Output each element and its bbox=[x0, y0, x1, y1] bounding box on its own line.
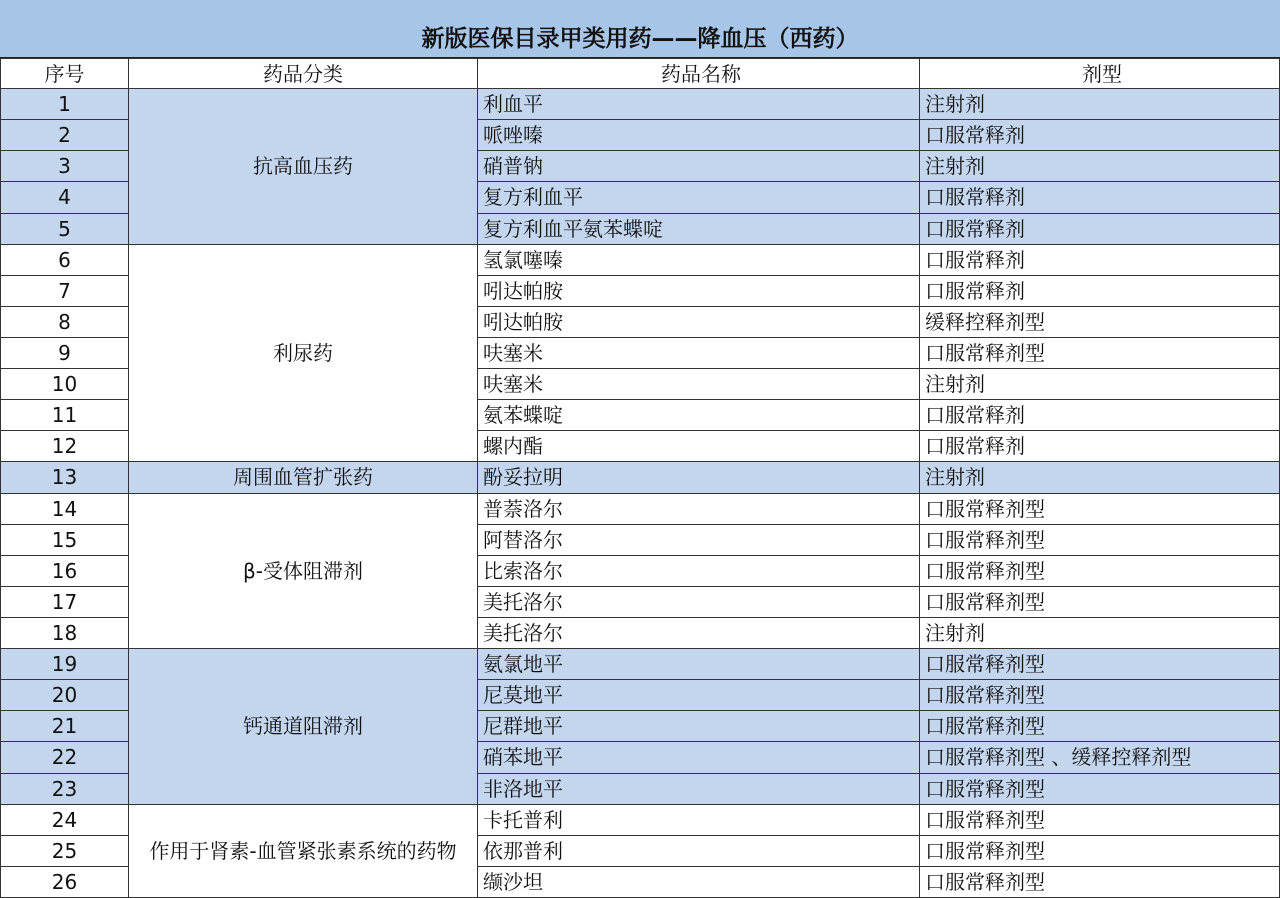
cell-drug-name: 复方利血平 bbox=[478, 182, 920, 213]
cell-dosage-form: 注射剂 bbox=[920, 617, 1280, 648]
cell-no: 3 bbox=[1, 151, 129, 182]
cell-drug-name: 复方利血平氨苯蝶啶 bbox=[478, 213, 920, 244]
cell-no: 11 bbox=[1, 400, 129, 431]
table-row bbox=[1, 244, 1280, 275]
cell-no: 22 bbox=[1, 742, 129, 773]
cell-drug-name: 呋塞米 bbox=[478, 369, 920, 400]
cell-no: 26 bbox=[1, 866, 129, 897]
cell-drug-name: 利血平 bbox=[478, 89, 920, 120]
cell-drug-name: 非洛地平 bbox=[478, 773, 920, 804]
table-title: 新版医保目录甲类用药——降血压（西药） bbox=[421, 26, 859, 52]
cell-drug-name: 氢氯噻嗪 bbox=[478, 244, 920, 275]
cell-no: 15 bbox=[1, 524, 129, 555]
cell-dosage-form: 口服常释剂型 bbox=[920, 586, 1280, 617]
cell-no: 21 bbox=[1, 711, 129, 742]
cell-drug-name: 硝普钠 bbox=[478, 151, 920, 182]
cell-no: 6 bbox=[1, 244, 129, 275]
cell-drug-name: 吲达帕胺 bbox=[478, 306, 920, 337]
cell-no: 4 bbox=[1, 182, 129, 213]
cell-drug-name: 缬沙坦 bbox=[478, 866, 920, 897]
cell-no: 2 bbox=[1, 120, 129, 151]
cell-dosage-form: 口服常释剂 bbox=[920, 244, 1280, 275]
cell-drug-name: 卡托普利 bbox=[478, 804, 920, 835]
cell-drug-name: 比索洛尔 bbox=[478, 555, 920, 586]
cell-drug-name: 美托洛尔 bbox=[478, 586, 920, 617]
cell-drug-name: 酚妥拉明 bbox=[478, 462, 920, 493]
cell-no: 23 bbox=[1, 773, 129, 804]
cell-no: 10 bbox=[1, 369, 129, 400]
cell-no: 9 bbox=[1, 337, 129, 368]
cell-drug-name: 尼莫地平 bbox=[478, 680, 920, 711]
cell-drug-name: 阿替洛尔 bbox=[478, 524, 920, 555]
cell-no: 19 bbox=[1, 649, 129, 680]
cell-category-antihypertensive: 抗高血压药 bbox=[129, 89, 478, 245]
cell-dosage-form: 口服常释剂 bbox=[920, 275, 1280, 306]
cell-no: 1 bbox=[1, 89, 129, 120]
cell-dosage-form: 口服常释剂型 bbox=[920, 555, 1280, 586]
cell-dosage-form: 口服常释剂型 bbox=[920, 835, 1280, 866]
cell-dosage-form: 口服常释剂 bbox=[920, 120, 1280, 151]
cell-dosage-form: 口服常释剂 bbox=[920, 182, 1280, 213]
cell-dosage-form: 口服常释剂 bbox=[920, 400, 1280, 431]
table-title-bar bbox=[0, 0, 1280, 58]
table-row bbox=[1, 804, 1280, 835]
cell-dosage-form: 口服常释剂 bbox=[920, 431, 1280, 462]
cell-category-ccb: 钙通道阻滞剂 bbox=[129, 649, 478, 805]
cell-drug-name: 硝苯地平 bbox=[478, 742, 920, 773]
cell-drug-name: 吲达帕胺 bbox=[478, 275, 920, 306]
cell-no: 25 bbox=[1, 835, 129, 866]
cell-no: 14 bbox=[1, 493, 129, 524]
cell-drug-name: 美托洛尔 bbox=[478, 617, 920, 648]
cell-dosage-form: 口服常释剂型 bbox=[920, 804, 1280, 835]
cell-category-beta-blocker: β-受体阻滞剂 bbox=[129, 493, 478, 649]
cell-category-diuretic: 利尿药 bbox=[129, 244, 478, 462]
cell-dosage-form: 口服常释剂型 bbox=[920, 866, 1280, 897]
cell-dosage-form: 口服常释剂型 bbox=[920, 337, 1280, 368]
drug-table bbox=[0, 58, 1280, 898]
cell-drug-name: 尼群地平 bbox=[478, 711, 920, 742]
cell-no: 18 bbox=[1, 617, 129, 648]
cell-dosage-form: 口服常释剂型 bbox=[920, 493, 1280, 524]
cell-dosage-form: 口服常释剂型 bbox=[920, 524, 1280, 555]
cell-no: 12 bbox=[1, 431, 129, 462]
cell-no: 16 bbox=[1, 555, 129, 586]
header-name: 药品名称 bbox=[478, 59, 920, 89]
cell-drug-name: 依那普利 bbox=[478, 835, 920, 866]
table-row bbox=[1, 649, 1280, 680]
cell-category-vasodilator: 周围血管扩张药 bbox=[129, 462, 478, 493]
cell-dosage-form: 口服常释剂型 bbox=[920, 711, 1280, 742]
cell-dosage-form: 口服常释剂型 bbox=[920, 649, 1280, 680]
table-row bbox=[1, 462, 1280, 493]
table-row bbox=[1, 493, 1280, 524]
table-row bbox=[1, 89, 1280, 120]
header-row bbox=[1, 59, 1280, 89]
cell-drug-name: 呋塞米 bbox=[478, 337, 920, 368]
cell-no: 7 bbox=[1, 275, 129, 306]
cell-no: 13 bbox=[1, 462, 129, 493]
cell-dosage-form: 注射剂 bbox=[920, 462, 1280, 493]
cell-no: 5 bbox=[1, 213, 129, 244]
header-form: 剂型 bbox=[920, 59, 1280, 89]
cell-drug-name: 螺内酯 bbox=[478, 431, 920, 462]
cell-dosage-form: 口服常释剂型 、缓释控释剂型 bbox=[920, 742, 1280, 773]
cell-no: 20 bbox=[1, 680, 129, 711]
cell-drug-name: 氨氯地平 bbox=[478, 649, 920, 680]
cell-dosage-form: 口服常释剂型 bbox=[920, 773, 1280, 804]
cell-no: 8 bbox=[1, 306, 129, 337]
cell-dosage-form: 口服常释剂型 bbox=[920, 680, 1280, 711]
cell-dosage-form: 注射剂 bbox=[920, 151, 1280, 182]
cell-dosage-form: 注射剂 bbox=[920, 89, 1280, 120]
cell-drug-name: 氨苯蝶啶 bbox=[478, 400, 920, 431]
cell-no: 17 bbox=[1, 586, 129, 617]
header-no: 序号 bbox=[1, 59, 129, 89]
cell-dosage-form: 注射剂 bbox=[920, 369, 1280, 400]
cell-no: 24 bbox=[1, 804, 129, 835]
cell-category-raas: 作用于肾素-血管紧张素系统的药物 bbox=[129, 804, 478, 897]
cell-drug-name: 普萘洛尔 bbox=[478, 493, 920, 524]
cell-dosage-form: 口服常释剂 bbox=[920, 213, 1280, 244]
cell-drug-name: 哌唑嗪 bbox=[478, 120, 920, 151]
header-category: 药品分类 bbox=[129, 59, 478, 89]
cell-dosage-form: 缓释控释剂型 bbox=[920, 306, 1280, 337]
